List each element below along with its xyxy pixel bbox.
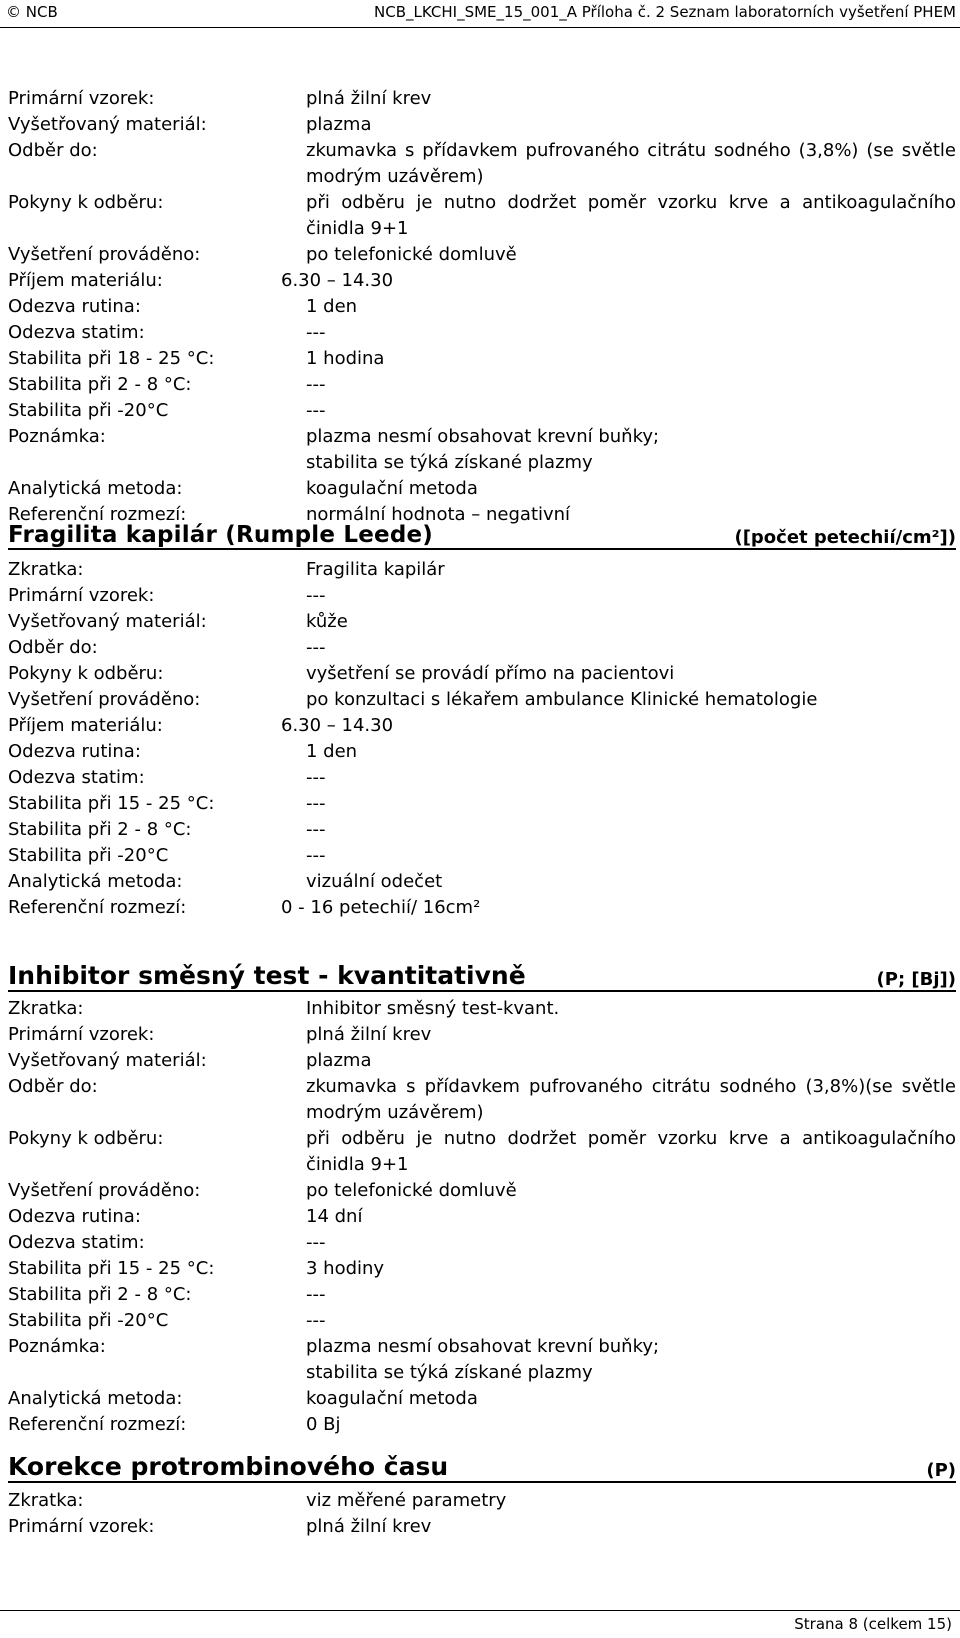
field-row bbox=[8, 996, 956, 1022]
field-value: po konzultaci s lékařem ambulance Klinické hematologie bbox=[306, 689, 818, 710]
field-value: normální hodnota – negativní bbox=[306, 504, 571, 525]
field-value: kůže bbox=[306, 611, 348, 632]
field-row bbox=[8, 346, 956, 372]
field-value: --- bbox=[306, 1284, 326, 1305]
field-label: Vyšetření prováděno: bbox=[8, 689, 201, 710]
section-3-rows bbox=[8, 996, 956, 1438]
field-label: Odezva statim: bbox=[8, 322, 145, 343]
field-value: --- bbox=[306, 1232, 326, 1253]
field-row bbox=[8, 1334, 956, 1386]
field-row bbox=[8, 1126, 956, 1178]
field-row bbox=[8, 372, 956, 398]
field-label: Analytická metoda: bbox=[8, 1388, 183, 1409]
section-3-heading bbox=[8, 962, 956, 992]
field-row bbox=[8, 112, 956, 138]
field-label: Referenční rozmezí: bbox=[8, 504, 187, 525]
field-label: Odběr do: bbox=[8, 140, 98, 161]
field-row bbox=[8, 843, 956, 869]
field-label: Stabilita při -20°C bbox=[8, 845, 169, 866]
field-row bbox=[8, 791, 956, 817]
field-value: 1 den bbox=[306, 741, 358, 762]
section-3-title: Inhibitor směsný test - kvantitativně bbox=[8, 961, 526, 990]
field-value: zkumavka s přídavkem pufrovaného citrátu sodného (3,8%)(se světle modrým uzávěrem) bbox=[306, 1076, 956, 1123]
field-value: vizuální odečet bbox=[306, 871, 443, 892]
field-label: Referenční rozmezí: bbox=[8, 1414, 187, 1435]
field-row bbox=[8, 1178, 956, 1204]
section-2-title: Fragilita kapilár (Rumple Leede) bbox=[8, 522, 434, 548]
field-label: Odběr do: bbox=[8, 637, 98, 658]
field-value: --- bbox=[306, 845, 326, 866]
field-value: koagulační metoda bbox=[306, 478, 478, 499]
field-value: plná žilní krev bbox=[306, 88, 432, 109]
field-value: Fragilita kapilár bbox=[306, 559, 445, 580]
field-row bbox=[8, 1386, 956, 1412]
field-row bbox=[8, 476, 956, 502]
field-label: Stabilita při 15 - 25 °C: bbox=[8, 1258, 215, 1279]
field-label: Pokyny k odběru: bbox=[8, 192, 164, 213]
field-label: Zkratka: bbox=[8, 559, 84, 580]
field-value: --- bbox=[306, 400, 326, 421]
field-label: Analytická metoda: bbox=[8, 478, 183, 499]
field-label: Vyšetření prováděno: bbox=[8, 1180, 201, 1201]
field-label: Zkratka: bbox=[8, 998, 84, 1019]
section-2-rows bbox=[8, 557, 956, 921]
field-label: Vyšetřovaný materiál: bbox=[8, 611, 207, 632]
field-label: Odběr do: bbox=[8, 1076, 98, 1097]
field-row bbox=[8, 765, 956, 791]
footer-divider bbox=[0, 1610, 960, 1611]
field-row bbox=[8, 1308, 956, 1334]
field-value: --- bbox=[306, 1310, 326, 1331]
section-4-heading bbox=[8, 1453, 956, 1483]
field-value: 1 den bbox=[306, 296, 358, 317]
field-row bbox=[8, 609, 956, 635]
field-label: Analytická metoda: bbox=[8, 871, 183, 892]
field-value: 0 Bj bbox=[306, 1414, 341, 1435]
section-2-unit: ([počet petechií/cm²]) bbox=[734, 527, 956, 548]
field-row bbox=[8, 1074, 956, 1126]
field-label: Vyšetřovaný materiál: bbox=[8, 114, 207, 135]
field-row bbox=[8, 817, 956, 843]
field-label: Stabilita při 15 - 25 °C: bbox=[8, 793, 215, 814]
field-value: plná žilní krev bbox=[306, 1024, 432, 1045]
field-row bbox=[8, 1488, 956, 1514]
section-1-rows bbox=[8, 86, 956, 528]
section-4-unit: (P) bbox=[926, 1460, 956, 1481]
field-label: Poznámka: bbox=[8, 1336, 106, 1357]
section-4-rows bbox=[8, 1488, 956, 1540]
field-label: Stabilita při 2 - 8 °C: bbox=[8, 374, 192, 395]
field-row bbox=[8, 294, 956, 320]
field-row bbox=[8, 739, 956, 765]
field-row bbox=[8, 268, 956, 294]
field-label: Pokyny k odběru: bbox=[8, 1128, 164, 1149]
field-value: --- bbox=[306, 819, 326, 840]
field-label: Referenční rozmezí: bbox=[8, 897, 187, 918]
field-value: plazma bbox=[306, 1050, 372, 1071]
field-value: při odběru je nutno dodržet poměr vzorku krve a antikoagulačního činidla 9+1 bbox=[306, 192, 956, 239]
field-row bbox=[8, 190, 956, 242]
field-value: vyšetření se provádí přímo na pacientovi bbox=[306, 663, 675, 684]
field-label: Pokyny k odběru: bbox=[8, 663, 164, 684]
field-label: Odezva rutina: bbox=[8, 1206, 141, 1227]
field-row bbox=[8, 1514, 956, 1540]
field-row bbox=[8, 320, 956, 346]
field-value: plazma nesmí obsahovat krevní buňky; stabilita se týká získané plazmy bbox=[306, 426, 660, 473]
field-row bbox=[8, 242, 956, 268]
field-value: --- bbox=[306, 374, 326, 395]
field-label: Stabilita při 18 - 25 °C: bbox=[8, 348, 215, 369]
field-label: Vyšetřovaný materiál: bbox=[8, 1050, 207, 1071]
field-label: Zkratka: bbox=[8, 1490, 84, 1511]
field-label: Odezva statim: bbox=[8, 1232, 145, 1253]
field-row bbox=[8, 895, 956, 921]
field-label: Stabilita při 2 - 8 °C: bbox=[8, 1284, 192, 1305]
field-value: 3 hodiny bbox=[306, 1258, 385, 1279]
field-label: Primární vzorek: bbox=[8, 1516, 155, 1537]
field-row bbox=[8, 424, 956, 476]
field-label: Stabilita při -20°C bbox=[8, 1310, 169, 1331]
field-value: 6.30 – 14.30 bbox=[281, 270, 394, 291]
field-value: --- bbox=[306, 793, 326, 814]
field-label: Příjem materiálu: bbox=[8, 270, 163, 291]
field-row bbox=[8, 687, 956, 713]
page-number: Strana 8 (celkem 15) bbox=[794, 1615, 952, 1633]
field-value: plazma nesmí obsahovat krevní buňky; stabilita se týká získané plazmy bbox=[306, 1336, 660, 1383]
field-value: po telefonické domluvě bbox=[306, 244, 517, 265]
field-value: plná žilní krev bbox=[306, 1516, 432, 1537]
field-row bbox=[8, 138, 956, 190]
field-row bbox=[8, 713, 956, 739]
field-label: Primární vzorek: bbox=[8, 585, 155, 606]
field-label: Poznámka: bbox=[8, 426, 106, 447]
field-value: --- bbox=[306, 637, 326, 658]
field-value: po telefonické domluvě bbox=[306, 1180, 517, 1201]
field-label: Odezva statim: bbox=[8, 767, 145, 788]
field-row bbox=[8, 1230, 956, 1256]
field-label: Vyšetření prováděno: bbox=[8, 244, 201, 265]
field-value: koagulační metoda bbox=[306, 1388, 478, 1409]
field-row bbox=[8, 398, 956, 424]
field-value: Inhibitor směsný test-kvant. bbox=[306, 998, 560, 1019]
field-row bbox=[8, 1256, 956, 1282]
section-2-heading bbox=[8, 520, 956, 550]
field-value: 6.30 – 14.30 bbox=[281, 715, 394, 736]
field-row bbox=[8, 1204, 956, 1230]
field-row bbox=[8, 1412, 956, 1438]
field-row bbox=[8, 869, 956, 895]
field-label: Příjem materiálu: bbox=[8, 715, 163, 736]
field-label: Stabilita při 2 - 8 °C: bbox=[8, 819, 192, 840]
field-value: viz měřené parametry bbox=[306, 1490, 507, 1511]
field-label: Primární vzorek: bbox=[8, 88, 155, 109]
field-label: Odezva rutina: bbox=[8, 296, 141, 317]
field-value: --- bbox=[306, 322, 326, 343]
field-value: --- bbox=[306, 585, 326, 606]
field-row bbox=[8, 1048, 956, 1074]
field-row bbox=[8, 86, 956, 112]
field-row bbox=[8, 1022, 956, 1048]
field-value: při odběru je nutno dodržet poměr vzorku krve a antikoagulačního činidla 9+1 bbox=[306, 1128, 956, 1175]
header-copyright: © NCB bbox=[6, 3, 58, 21]
field-row bbox=[8, 661, 956, 687]
field-value: 14 dní bbox=[306, 1206, 363, 1227]
field-value: --- bbox=[306, 767, 326, 788]
field-label: Odezva rutina: bbox=[8, 741, 141, 762]
field-row bbox=[8, 583, 956, 609]
field-row bbox=[8, 557, 956, 583]
section-3-unit: (P; [Bj]) bbox=[876, 969, 956, 990]
field-row bbox=[8, 635, 956, 661]
field-value: 1 hodina bbox=[306, 348, 385, 369]
field-value: 0 - 16 petechií/ 16cm² bbox=[281, 897, 481, 918]
field-value: plazma bbox=[306, 114, 372, 135]
header-document-title: NCB_LKCHI_SME_15_001_A Příloha č. 2 Seznam laboratorních vyšetření PHEM bbox=[374, 3, 956, 21]
section-4-title: Korekce protrombinového času bbox=[8, 1452, 449, 1481]
field-label: Stabilita při -20°C bbox=[8, 400, 169, 421]
field-label: Primární vzorek: bbox=[8, 1024, 155, 1045]
field-value: zkumavka s přídavkem pufrovaného citrátu sodného (3,8%) (se světle modrým uzávěrem) bbox=[306, 140, 956, 187]
field-row bbox=[8, 1282, 956, 1308]
page-header bbox=[0, 0, 960, 28]
